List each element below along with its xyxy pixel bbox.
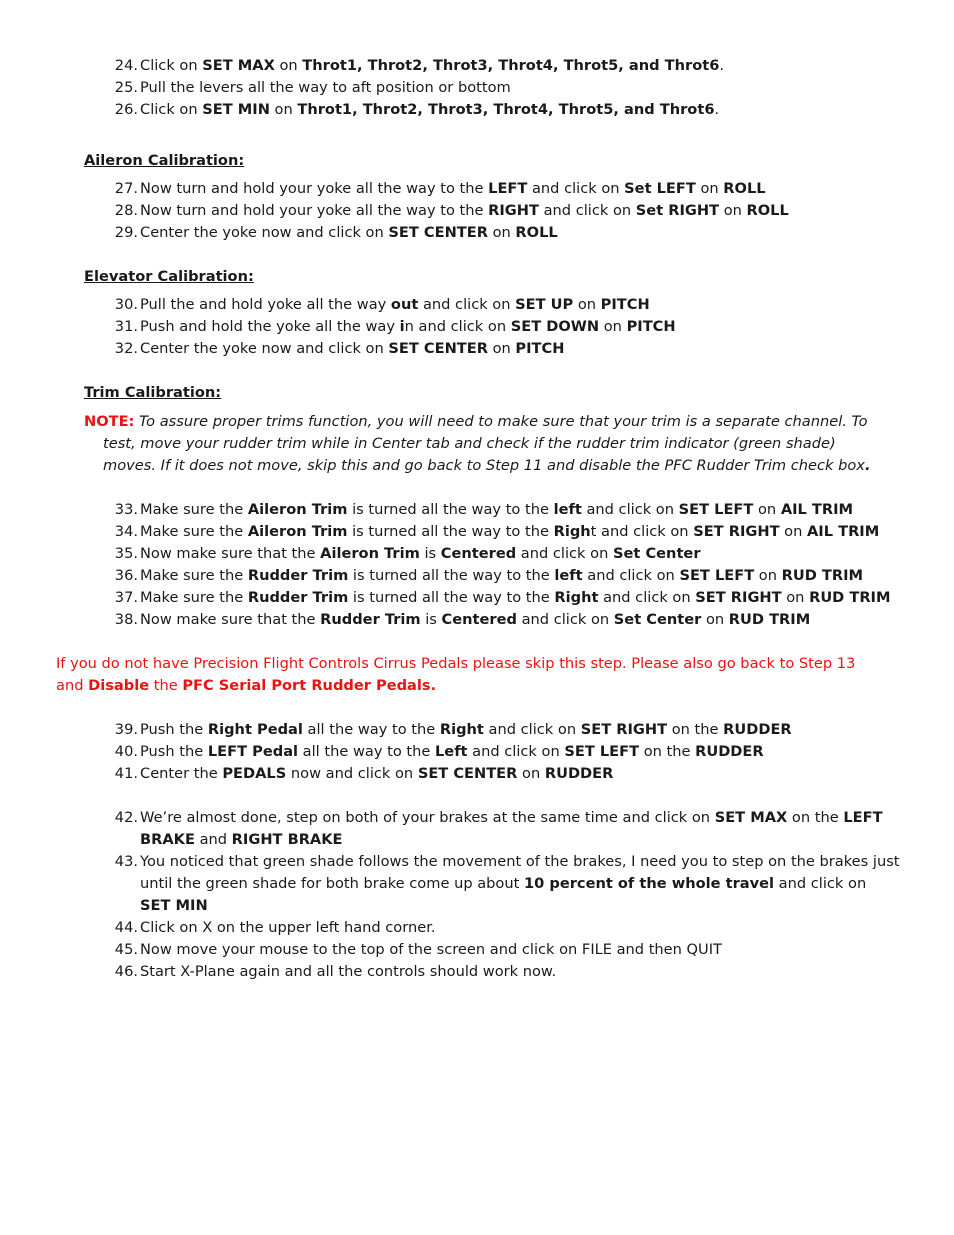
step-number: 42.	[114, 809, 138, 826]
text-run: is turned all the way to the	[347, 523, 554, 540]
bold-term: LEFT	[488, 180, 528, 197]
step-text	[140, 294, 900, 316]
text-run: and click on	[483, 721, 581, 738]
text-run: and	[194, 831, 232, 848]
text-run: on	[719, 202, 747, 219]
step-number: 24.	[114, 57, 138, 74]
text-run: .	[714, 101, 720, 118]
step-item	[112, 807, 902, 851]
bold-term: PITCH	[600, 296, 650, 313]
step-number: 37.	[114, 589, 138, 606]
text-run: and click on	[538, 202, 636, 219]
step-number: 45.	[114, 941, 138, 958]
text-run: on	[695, 180, 724, 197]
text-run: and click on	[418, 296, 516, 313]
bold-term: RUD TRIM	[781, 567, 864, 584]
bold-term: LEFT BRAKE	[140, 809, 883, 848]
step-text	[140, 55, 900, 77]
bold-term: SET RIGHT	[695, 589, 782, 606]
text-run: and	[56, 677, 89, 694]
bold-term: Set Center	[612, 545, 701, 562]
text-run: Now turn and hold your yoke all the way to the	[140, 180, 489, 197]
bold-term: ROLL	[515, 224, 558, 241]
pedals-warning	[56, 653, 916, 697]
step-number: 27.	[114, 180, 138, 197]
step-item	[112, 917, 902, 939]
step-number: 31.	[114, 318, 138, 335]
bold-term: SET UP	[515, 296, 574, 313]
bold-term: Aileron Trim	[247, 501, 348, 518]
bold-term: RUD TRIM	[728, 611, 811, 628]
step-text	[140, 200, 900, 222]
text-run: Push the	[140, 743, 208, 760]
text-run: t and click on	[590, 523, 694, 540]
bold-term: left	[554, 567, 583, 584]
text-run: Pull the levers all the way to aft position or bottom	[140, 79, 511, 96]
bold-term: Centered	[441, 611, 517, 628]
text-run: on the	[787, 809, 844, 826]
step-text	[140, 807, 900, 851]
bold-term: SET DOWN	[510, 318, 600, 335]
text-run: on	[487, 224, 516, 241]
bold-term: Throt1, Throt2, Throt3, Throt4, Throt5, and Throt6	[302, 57, 720, 74]
text-run: all the way to the	[298, 743, 435, 760]
bold-term: PITCH	[626, 318, 676, 335]
bold-term: AIL TRIM	[780, 501, 854, 518]
text-run: is	[419, 545, 441, 562]
text-run: Now make sure that the	[140, 545, 321, 562]
text-run: Center the yoke now and click on	[140, 340, 389, 357]
text-run: We’re almost done, step on both of your brakes at the same time and click on	[140, 809, 715, 826]
step-number: 41.	[114, 765, 138, 782]
text-run: Center the	[140, 765, 223, 782]
step-text	[140, 917, 900, 939]
text-run: and click on	[774, 875, 867, 892]
step-item	[112, 851, 902, 917]
text-run: on	[599, 318, 627, 335]
bold-term: SET LEFT	[678, 501, 754, 518]
bold-term: out	[390, 296, 419, 313]
elevator-heading: Elevator Calibration:	[84, 268, 254, 285]
bold-term: Set RIGHT	[635, 202, 720, 219]
step-text	[140, 741, 900, 763]
bold-term: Set LEFT	[624, 180, 696, 197]
bold-term: ROLL	[723, 180, 766, 197]
bold-term: Disable	[88, 677, 150, 694]
bold-term: RUDDER	[695, 743, 764, 760]
step-text	[140, 77, 900, 99]
text-run: and click on	[527, 180, 625, 197]
text-run: and click on	[516, 611, 614, 628]
bold-term: PEDALS	[222, 765, 287, 782]
text-run: on	[517, 765, 545, 782]
step-text	[140, 178, 900, 200]
step-text	[140, 763, 900, 785]
bold-term: Rudder Trim	[320, 611, 421, 628]
bold-term: RIGHT BRAKE	[231, 831, 343, 848]
step-text	[140, 851, 900, 917]
bold-term: Righ	[553, 523, 591, 540]
bold-term: Right	[439, 721, 484, 738]
text-run: Click on	[140, 57, 203, 74]
text-run: Make sure the	[140, 523, 248, 540]
step-item	[112, 939, 902, 961]
bold-term: i	[399, 318, 405, 335]
trim-heading: Trim Calibration:	[84, 384, 222, 401]
text-run: on	[487, 340, 516, 357]
bold-term: ROLL	[746, 202, 789, 219]
text-run: Push and hold the yoke all the way	[140, 318, 400, 335]
step-number: 38.	[114, 611, 138, 628]
text-run: on	[779, 523, 808, 540]
step-number: 46.	[114, 963, 138, 980]
step-text	[140, 338, 900, 360]
text-run: Start X-Plane again and all the controls should work now.	[140, 963, 557, 980]
bold-term: RUDDER	[723, 721, 792, 738]
text-run: and click on	[582, 567, 680, 584]
bold-term: SET MAX	[202, 57, 275, 74]
text-run: on	[754, 567, 782, 584]
text-run: on	[701, 611, 729, 628]
bold-term: Centered	[440, 545, 517, 562]
text-run: Now move your mouse to the top of the screen and click on FILE and then QUIT	[140, 941, 722, 958]
step-number: 25.	[114, 79, 138, 96]
text-run: on	[753, 501, 781, 518]
bold-term: AIL TRIM	[807, 523, 880, 540]
bold-term: SET LEFT	[679, 567, 755, 584]
step-number: 36.	[114, 567, 138, 584]
bold-term: left	[553, 501, 582, 518]
step-text	[140, 565, 900, 587]
step-text	[140, 99, 900, 121]
note-label: NOTE:	[84, 413, 135, 430]
step-number: 26.	[114, 101, 138, 118]
step-item	[112, 961, 902, 983]
text-run: Make sure the	[140, 567, 248, 584]
text-run: all the way to the	[302, 721, 440, 738]
bold-term: Left	[435, 743, 468, 760]
step-number: 39.	[114, 721, 138, 738]
text-run: and click on	[516, 545, 613, 562]
bold-term: SET CENTER	[388, 224, 488, 241]
bold-term: SET RIGHT	[693, 523, 780, 540]
step-text	[140, 939, 900, 961]
bold-term: 10 percent of the whole travel	[523, 875, 775, 892]
bold-term: PITCH	[515, 340, 565, 357]
step-text	[140, 521, 900, 543]
step-number: 43.	[114, 853, 138, 870]
note-line-2: test, move your rudder trim while in Center tab and check if the rudder trim indicator (green shade)	[103, 435, 836, 452]
text-run: Make sure the	[140, 589, 248, 606]
bold-term: SET MAX	[714, 809, 788, 826]
text-run: Make sure the	[140, 501, 248, 518]
bold-term: RIGHT	[488, 202, 539, 219]
note-line-1: To assure proper trims function, you will need to make sure that your trim is a separate channel. To	[134, 413, 868, 430]
bold-term: PFC Serial Port Rudder Pedals.	[182, 677, 437, 694]
step-number: 30.	[114, 296, 138, 313]
text-run: .	[719, 57, 725, 74]
step-number: 33.	[114, 501, 138, 518]
step-text	[140, 961, 900, 983]
text-run: and click on	[467, 743, 565, 760]
text-run: Pull the and hold yoke all the way	[140, 296, 391, 313]
step-text	[140, 587, 900, 609]
text-run: is turned all the way to the	[347, 501, 554, 518]
text-run: Click on X on the upper left hand corner.	[140, 919, 436, 936]
text-run: is turned all the way to the	[348, 567, 555, 584]
text-run: on	[573, 296, 601, 313]
bold-term: SET MIN	[140, 897, 208, 914]
bold-term: SET CENTER	[417, 765, 518, 782]
text-run: n and click on	[404, 318, 511, 335]
text-run: on	[274, 57, 303, 74]
bold-term: SET RIGHT	[580, 721, 668, 738]
step-number: 28.	[114, 202, 138, 219]
text-run: on the	[639, 743, 696, 760]
step-text	[140, 609, 900, 631]
note-line-3: moves. If it does not move, skip this and go back to Step 11 and disable the PFC Rudder Trim check box.	[103, 457, 871, 474]
trim-note	[84, 411, 884, 477]
bold-term: Aileron Trim	[247, 523, 348, 540]
text-run: Now make sure that the	[140, 611, 321, 628]
text-run: You noticed that green shade follows the movement of the brakes, I need you to step on the brakes just until the green shade for both brake come up about	[140, 853, 900, 892]
text-run: Now turn and hold your yoke all the way to the	[140, 202, 489, 219]
text-run: and click on	[598, 589, 696, 606]
aileron-heading: Aileron Calibration:	[84, 152, 245, 169]
bold-term: Aileron Trim	[320, 545, 420, 562]
step-number: 29.	[114, 224, 138, 241]
bold-term: Rudder Trim	[247, 589, 349, 606]
pedals-warning-line-1: If you do not have Precision Flight Controls Cirrus Pedals please skip this step. Please also go back to Step 13	[56, 655, 856, 672]
text-run: Center the yoke now and click on	[140, 224, 389, 241]
text-run: the	[149, 677, 183, 694]
step-text	[140, 222, 900, 244]
step-number: 35.	[114, 545, 138, 562]
bold-term: Throt1, Throt2, Throt3, Throt4, Throt5, and Throt6	[297, 101, 715, 118]
text-run: is turned all the way to the	[348, 589, 555, 606]
text-run: and click on	[581, 501, 679, 518]
pedals-warning-line-2	[56, 675, 916, 697]
bold-term: Right Pedal	[207, 721, 303, 738]
bold-term: SET MIN	[202, 101, 270, 118]
step-number: 44.	[114, 919, 138, 936]
text-run: on	[269, 101, 298, 118]
bold-term: Right	[554, 589, 599, 606]
step-text	[140, 499, 900, 521]
bold-term: RUD TRIM	[809, 589, 891, 606]
text-run: Click on	[140, 101, 203, 118]
step-number: 32.	[114, 340, 138, 357]
step-text	[140, 719, 900, 741]
step-number: 40.	[114, 743, 138, 760]
text-run: on	[781, 589, 810, 606]
bold-term: SET LEFT	[564, 743, 640, 760]
text-run: on the	[667, 721, 724, 738]
bold-term: SET CENTER	[388, 340, 488, 357]
bold-term: Set Center	[613, 611, 702, 628]
step-number: 34.	[114, 523, 138, 540]
bold-term: LEFT Pedal	[207, 743, 299, 760]
text-run: is	[420, 611, 442, 628]
text-run: now and click on	[286, 765, 418, 782]
step-text	[140, 543, 900, 565]
text-run: Push the	[140, 721, 208, 738]
step-text	[140, 316, 900, 338]
bold-term: Rudder Trim	[247, 567, 349, 584]
bold-term: RUDDER	[544, 765, 614, 782]
